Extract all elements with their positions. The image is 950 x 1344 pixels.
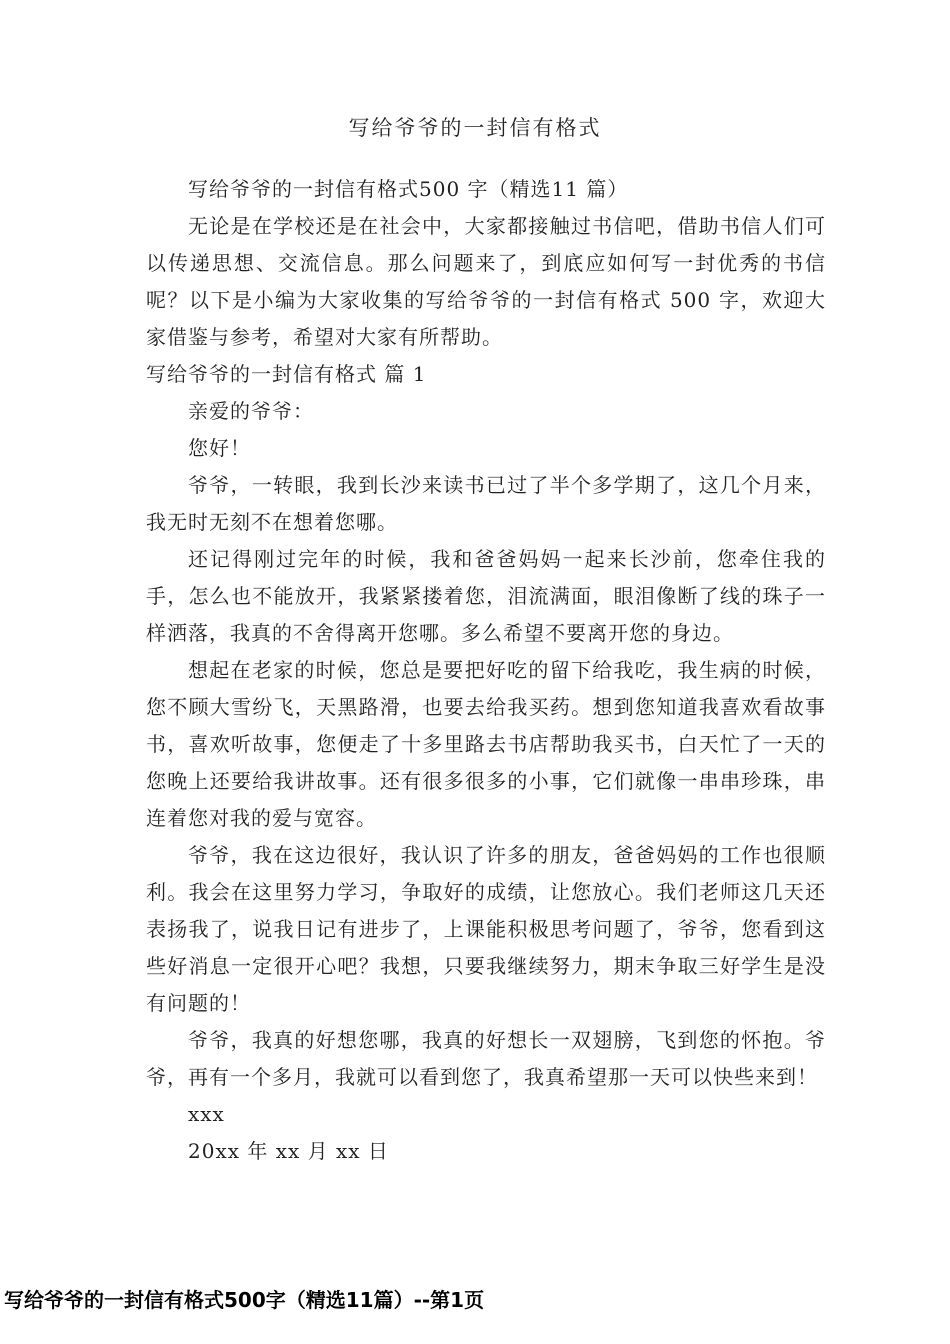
- document-body: [146, 171, 826, 1170]
- letter-paragraph: 爷爷，一转眼，我到长沙来读书已过了半个多学期了，这几个月来，我无时无刻不在想着您哪。: [146, 473, 826, 534]
- letter-greeting: 您好！: [188, 436, 251, 460]
- section-heading: 写给爷爷的一封信有格式 篇 1: [146, 362, 427, 386]
- letter-paragraph: 爷爷，我真的好想您哪，我真的好想长一双翅膀，飞到您的怀抱。爷爷，再有一个多月，我就可以看到您了，我真希望那一天可以快些来到！: [146, 1028, 826, 1089]
- letter-date: 20xx 年 xx 月 xx 日: [188, 1139, 389, 1163]
- page-footer: 写给爷爷的一封信有格式500字（精选11篇）--第1页: [4, 1288, 485, 1312]
- document-title: 写给爷爷的一封信有格式: [348, 116, 602, 140]
- letter-paragraph: 爷爷，我在这边很好，我认识了许多的朋友，爸爸妈妈的工作也很顺利。我会在这里努力学习，争取好的成绩，让您放心。我们老师这几天还表扬我了，说我日记有进步了，上课能积极思考问题了，爷爷，您看到这些好消息一定很开心吧？我想，只要我继续努力，期末争取三好学生是没有问题的！: [146, 843, 826, 1015]
- letter-paragraph: 还记得刚过完年的时候，我和爸爸妈妈一起来长沙前，您牵住我的手，怎么也不能放开，我紧紧搂着您，泪流满面，眼泪像断了线的珠子一样洒落，我真的不舍得离开您哪。多么希望不要离开您的身边。: [146, 547, 826, 645]
- intro-paragraph: 无论是在学校还是在社会中，大家都接触过书信吧，借助书信人们可以传递思想、交流信息。那么问题来了，到底应如何写一封优秀的书信呢？以下是小编为大家收集的写给爷爷的一封信有格式 500 字，欢迎大家借鉴与参考，希望对大家有所帮助。: [146, 214, 826, 349]
- letter-signature: xxx: [188, 1102, 225, 1126]
- letter-paragraph: 想起在老家的时候，您总是要把好吃的留下给我吃，我生病的时候，您不顾大雪纷飞，天黑路滑，也要去给我买药。想到您知道我喜欢看故事书，喜欢听故事，您便走了十多里路去书店帮助我买书，白天忙了一天的您晚上还要给我讲故事。还有很多很多的小事，它们就像一串串珍珠，串连着您对我的爱与宽容。: [146, 658, 826, 830]
- letter-salutation: 亲爱的爷爷：: [188, 399, 314, 423]
- document-subtitle: 写给爷爷的一封信有格式500 字（精选11 篇）: [188, 177, 629, 201]
